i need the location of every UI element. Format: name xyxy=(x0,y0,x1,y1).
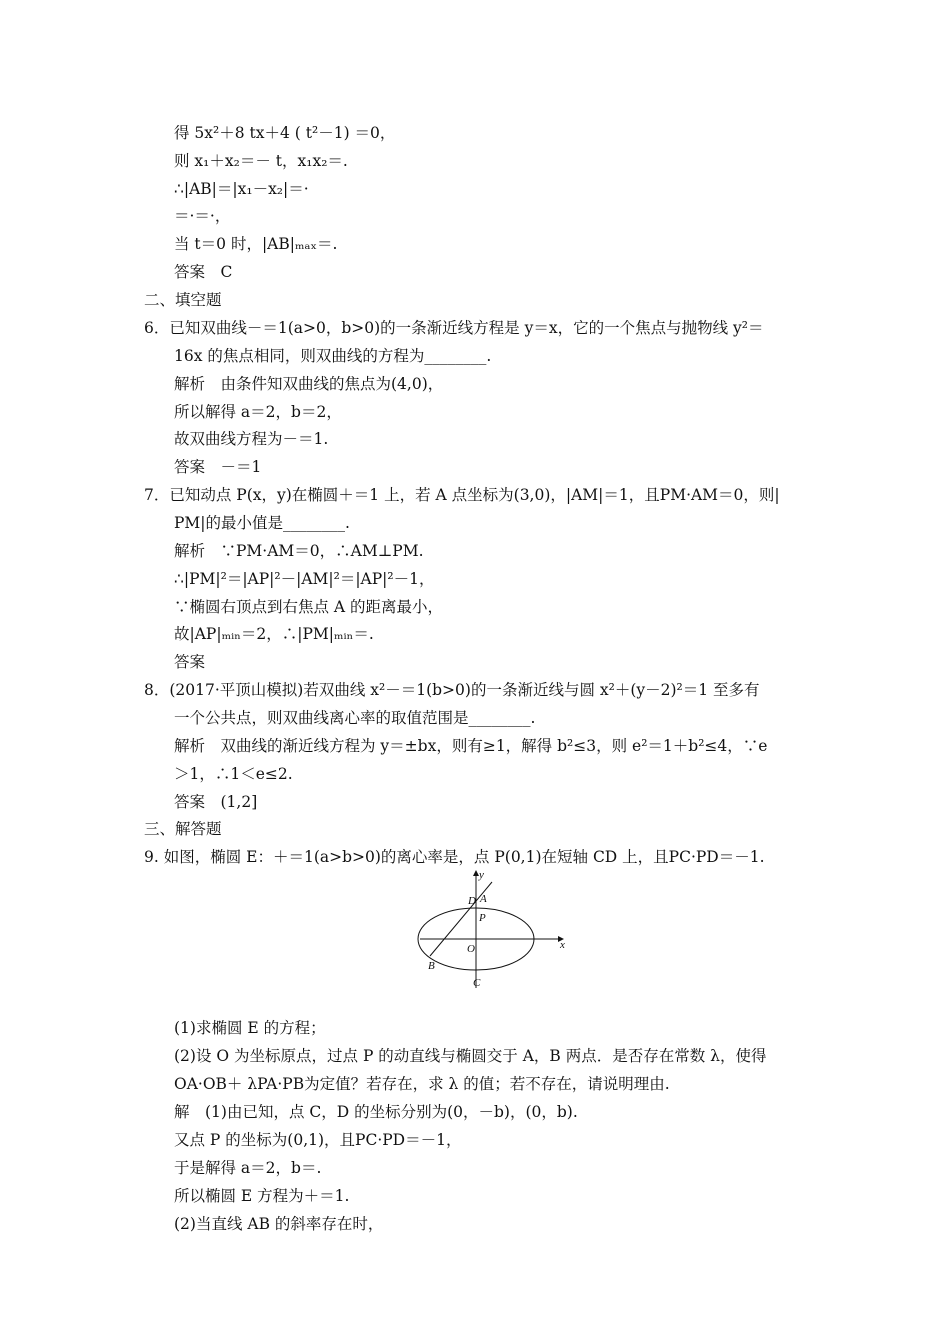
section-heading: 二、填空题 xyxy=(144,291,222,309)
text-line: (2)当直线 AB 的斜率存在时， xyxy=(174,1215,384,1233)
label-y: y xyxy=(479,869,484,881)
text-line: ∴|AB|＝|x₁－x₂|＝· xyxy=(174,180,309,198)
sub-question-1: (1)求椭圆 E 的方程； xyxy=(174,1019,326,1037)
sub-question-2: (2)设 O 为坐标原点，过点 P 的动直线与椭圆交于 A，B 两点．是否存在常数 λ，使得 xyxy=(174,1047,767,1065)
text-line: 得 5x²＋8 tx＋4 ( t²－1) ＝0， xyxy=(174,124,396,142)
text-line: 所以解得 a＝2，b＝2， xyxy=(174,403,342,421)
question-9: 9. 如图，椭圆 E：＋＝1(a>b>0)的离心率是，点 P(0,1)在短轴 CD 上，且PC·PD＝－1. xyxy=(144,848,765,866)
text-line: 故|AP|ₘᵢₙ＝2，∴|PM|ₘᵢₙ＝. xyxy=(174,625,374,643)
label-o: O xyxy=(467,943,475,955)
answer-line: 答案 xyxy=(174,653,206,671)
text-line: 则 x₁＋x₂＝－ t，x₁x₂＝. xyxy=(174,152,348,170)
text-line: 一个公共点，则双曲线离心率的取值范围是________. xyxy=(174,709,536,727)
text-line: 又点 P 的坐标为(0,1)，且PC·PD＝－1， xyxy=(174,1131,462,1149)
analysis-line: 解析 ∵PM·AM＝0，∴AM⊥PM. xyxy=(174,542,424,560)
text-line: 当 t＝0 时，|AB|ₘₐₓ＝. xyxy=(174,235,338,253)
analysis-line: 解析 双曲线的渐近线方程为 y＝±bx，则有≥1，解得 b²≤3，则 e²＝1＋b²≤4，∵e xyxy=(174,737,768,755)
section-heading: 三、解答题 xyxy=(144,820,222,838)
question-8: 8．(2017·平顶山模拟)若双曲线 x²－＝1(b>0)的一条渐近线与圆 x²＋(y－2)²＝1 至多有 xyxy=(144,681,760,699)
label-x: x xyxy=(560,939,565,951)
label-d: D xyxy=(468,895,476,907)
label-c: C xyxy=(473,977,481,989)
text-line: 所以椭圆 E 方程为＋＝1. xyxy=(174,1187,350,1205)
question-6: 6．已知双曲线－＝1(a>0，b>0)的一条渐近线方程是 y＝x，它的一个焦点与抛物线 y²＝ xyxy=(144,319,764,337)
label-a: A xyxy=(480,893,487,905)
solution-line: 解 (1)由已知，点 C，D 的坐标分别为(0，－b)，(0，b). xyxy=(174,1103,578,1121)
answer-line: 答案 －＝1 xyxy=(174,458,262,476)
label-p: P xyxy=(479,912,486,924)
text-line: ∵椭圆右顶点到右焦点 A 的距离最小， xyxy=(174,598,444,616)
text-line: ＞1，∴1＜e≤2. xyxy=(174,765,293,783)
analysis-line: 解析 由条件知双曲线的焦点为(4,0)， xyxy=(174,375,444,393)
answer-line: 答案 C xyxy=(174,263,233,281)
question-7: 7．已知动点 P(x，y)在椭圆＋＝1 上，若 A 点坐标为(3,0)，|AM|＝1，且PM·AM＝0，则| xyxy=(144,486,780,504)
text-line: 16x 的焦点相同，则双曲线的方程为________. xyxy=(174,347,492,365)
text-line: 于是解得 a＝2，b＝. xyxy=(174,1159,322,1177)
ellipse-diagram xyxy=(416,866,566,992)
text-line: 故双曲线方程为－＝1. xyxy=(174,430,329,448)
answer-line: 答案 (1,2] xyxy=(174,793,258,811)
text-line: ＝·＝·， xyxy=(174,207,231,225)
text-line: ∴|PM|²＝|AP|²－|AM|²＝|AP|²－1， xyxy=(174,570,435,588)
text-line: OA·OB＋ λPA·PB为定值？若存在，求 λ 的值；若不存在，请说明理由. xyxy=(174,1075,670,1093)
ellipse-figure xyxy=(416,866,566,992)
label-b: B xyxy=(428,960,435,972)
text-line: PM|的最小值是________. xyxy=(174,514,350,532)
